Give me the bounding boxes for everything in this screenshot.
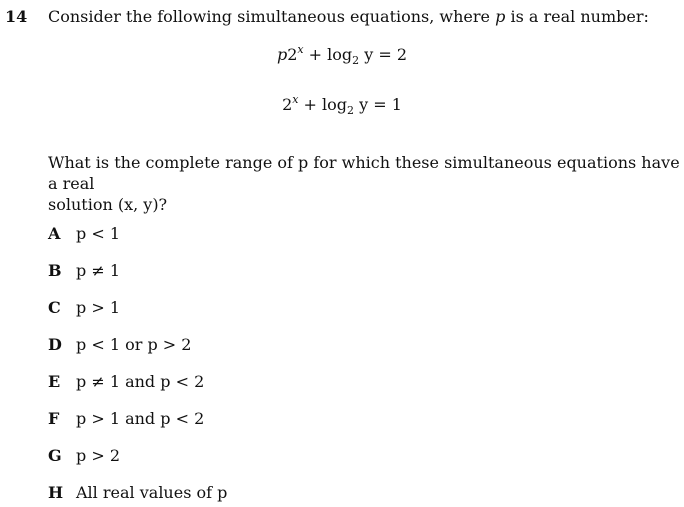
question-number: 14 <box>5 7 28 26</box>
option-text: p ≠ 1 <box>76 261 120 280</box>
equation-2-log: + log <box>298 95 348 114</box>
equation-2-log-base: 2 <box>347 104 355 117</box>
option-c[interactable] <box>48 298 227 335</box>
stem-prefix: Consider the following simultaneous equations, where <box>48 7 496 26</box>
stem-suffix: is a real number: <box>505 7 649 26</box>
option-text: p < 1 or p > 2 <box>76 335 192 354</box>
option-a[interactable] <box>48 224 227 261</box>
option-letter: E <box>48 372 61 391</box>
question-stem <box>48 7 649 26</box>
equation-1-base: 2 <box>287 45 298 64</box>
equation-1-log-base: 2 <box>352 54 360 67</box>
option-text: p < 1 <box>76 224 120 243</box>
option-b[interactable] <box>48 261 227 298</box>
option-letter: A <box>48 224 61 243</box>
option-text: p > 1 <box>76 298 120 317</box>
option-letter: F <box>48 409 60 428</box>
equation-1-coefficient: p <box>276 45 288 64</box>
answer-options <box>48 224 227 507</box>
option-text: p > 2 <box>76 446 120 465</box>
option-e[interactable] <box>48 372 227 409</box>
equation-1-exponent: x <box>297 43 304 56</box>
option-letter: B <box>48 261 62 280</box>
option-d[interactable] <box>48 335 227 372</box>
option-text: p ≠ 1 and p < 2 <box>76 372 205 391</box>
equation-2 <box>0 93 684 117</box>
equation-1-log: + log <box>303 45 353 64</box>
option-g[interactable] <box>48 446 227 483</box>
option-letter: C <box>48 298 61 317</box>
option-text: All real values of p <box>76 483 228 502</box>
option-letter: H <box>48 483 64 502</box>
equation-1 <box>0 43 684 67</box>
stem-variable: p <box>495 7 506 26</box>
equation-2-rest: y = 1 <box>354 95 402 114</box>
option-letter: D <box>48 335 62 354</box>
option-text: p > 1 and p < 2 <box>76 409 205 428</box>
question-prompt <box>48 152 680 215</box>
prompt-line-2: solution (x, y)? <box>48 195 168 214</box>
option-h[interactable] <box>48 483 227 507</box>
option-f[interactable] <box>48 409 227 446</box>
equation-1-rest: y = 2 <box>359 45 408 64</box>
prompt-line-1: What is the complete range of p for which these simultaneous equations have a real <box>48 153 680 193</box>
equation-2-exponent: x <box>292 93 299 106</box>
equation-2-base: 2 <box>282 95 293 114</box>
option-letter: G <box>48 446 62 465</box>
